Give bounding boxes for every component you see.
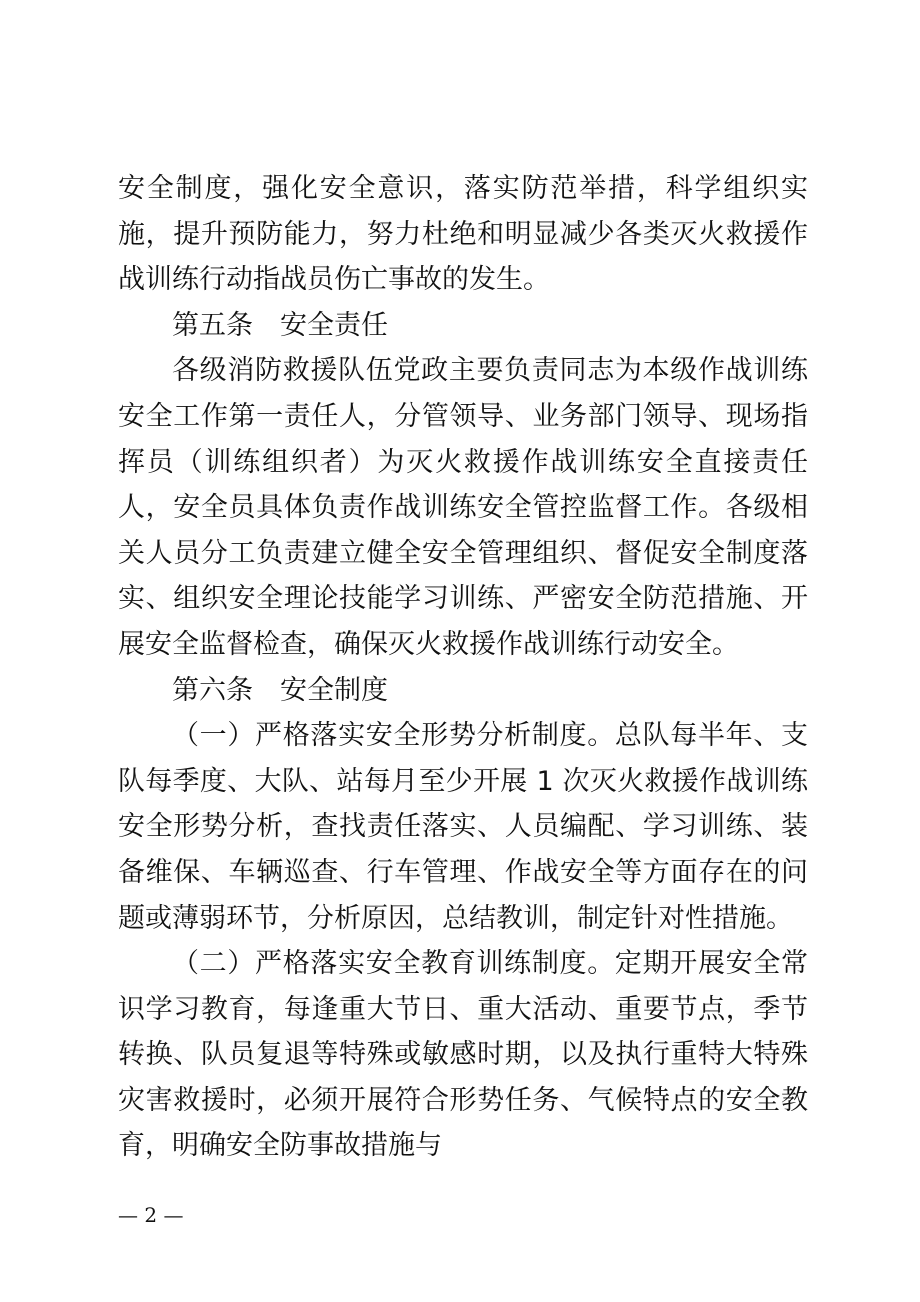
article-5-heading: 第五条 安全责任 bbox=[172, 309, 388, 341]
article-6-item-1: （一）严格落实安全形势分析制度。总队每半年、支队每季度、大队、站每月至少开展 1 次灭火救援作战训练安全形势分析，查找责任落实、人员编配、学习训练、装备维保、车辆巡查、行车管理、作战安全等方面存在的问题或薄弱环节，分析原因，总结教训，制定针对性措施。 bbox=[118, 720, 808, 934]
document-body bbox=[118, 166, 808, 1169]
page-number: — 2 — bbox=[118, 1203, 184, 1227]
article-6-heading: 第六条 安全制度 bbox=[172, 674, 388, 706]
article-5-body: 各级消防救援队伍党政主要负责同志为本级作战训练安全工作第一责任人，分管领导、业务部门领导、现场指挥员（训练组织者）为灭火救援作战训练安全直接责任人，安全员具体负责作战训练安全管控监督工作。各级相关人员分工负责建立健全安全管理组织、督促安全制度落实、组织安全理论技能学习训练、严密安全防范措施、开展安全监督检查，确保灭火救援作战训练行动安全。 bbox=[118, 355, 808, 660]
paragraph-continuation: 安全制度，强化安全意识，落实防范举措，科学组织实施，提升预防能力，努力杜绝和明显减少各类灭火救援作战训练行动指战员伤亡事故的发生。 bbox=[118, 173, 808, 296]
article-6-item-2: （二）严格落实安全教育训练制度。定期开展安全常识学习教育，每逢重大节日、重大活动、重要节点，季节转换、队员复退等特殊或敏感时期，以及执行重特大特殊灾害救援时，必须开展符合形势任务、气候特点的安全教育，明确安全防事故措施与 bbox=[118, 948, 808, 1162]
